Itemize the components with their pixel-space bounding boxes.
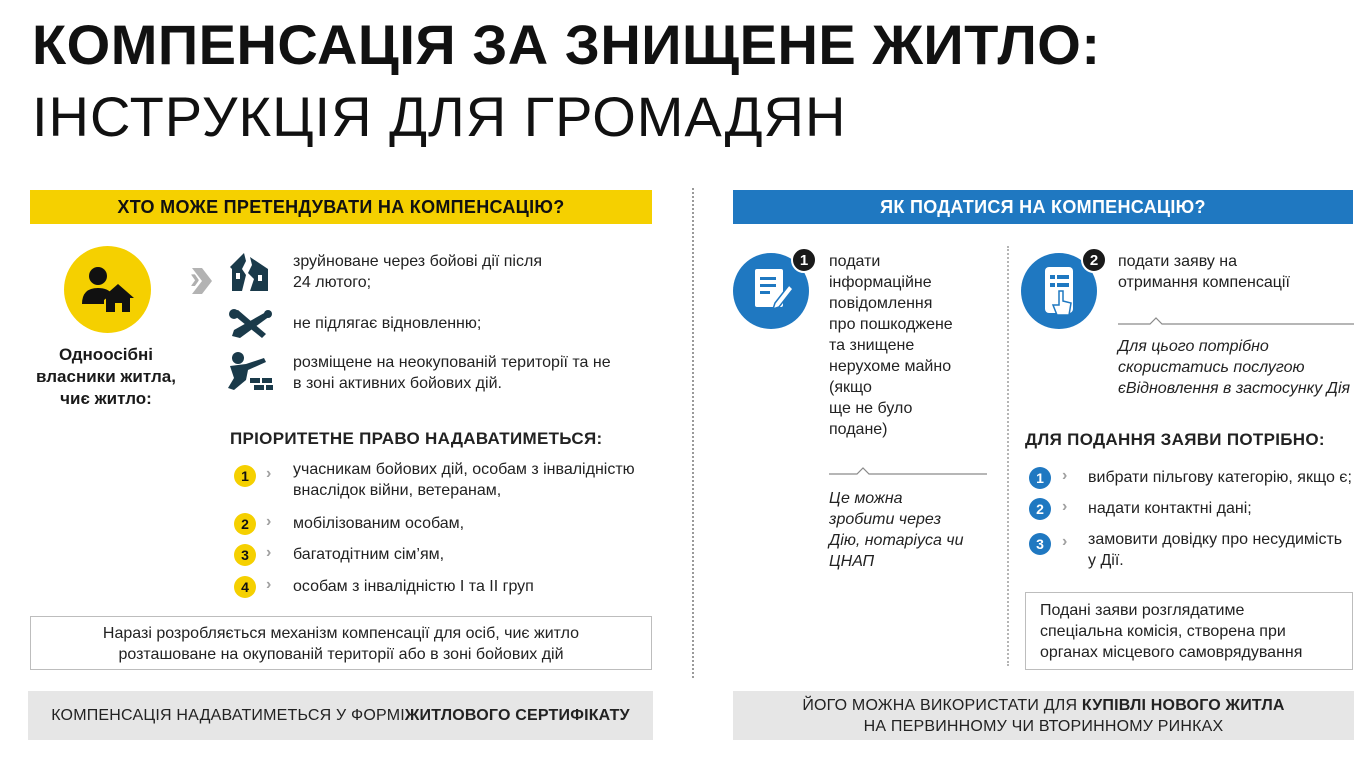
owner-label: Одноосібні власники житла, чиє житло: bbox=[36, 345, 176, 408]
priority-num-3: 3 bbox=[234, 544, 256, 566]
bottom-bar-left: КОМПЕНСАЦІЯ НАДАВАТИМЕТЬСЯ У ФОРМІ ЖИТЛОВОГО СЕРТИФІКАТУ bbox=[28, 691, 653, 740]
priority-num-4: 4 bbox=[234, 576, 256, 598]
priority-item-4: особам з інвалідністю І та ІІ груп bbox=[293, 578, 534, 595]
step1-note: Це можна зробити через Дію, нотаріуса чи ЦНАП bbox=[829, 490, 964, 570]
bottom-bar-right: ЙОГО МОЖНА ВИКОРИСТАТИ ДЛЯ КУПІВЛІ НОВОГО ЖИТЛА НА ПЕРВИННОМУ ЧИ ВТОРИННОМУ РИНКАХ bbox=[733, 691, 1354, 740]
chevron-right-icon: › bbox=[190, 262, 200, 295]
chevron-right-icon: › bbox=[1062, 498, 1068, 515]
needs-num-3: 3 bbox=[1029, 533, 1051, 555]
needs-item-1: вибрати пільгову категорію, якщо є; bbox=[1088, 469, 1352, 486]
zigzag-separator bbox=[829, 464, 989, 478]
chevron-right-icon: › bbox=[266, 576, 272, 593]
step2-note: Для цього потрібно скористатись послугою єВідновлення в застосунку Дія bbox=[1118, 338, 1351, 397]
step-badge-1: 1 bbox=[791, 247, 817, 273]
needs-num-2: 2 bbox=[1029, 498, 1051, 520]
needs-title: ДЛЯ ПОДАННЯ ЗАЯВИ ПОТРІБНО: bbox=[1025, 430, 1325, 449]
chevron-arrow-icon bbox=[190, 266, 214, 296]
page-title-line1: КОМПЕНСАЦІЯ ЗА ЗНИЩЕНЕ ЖИТЛО: bbox=[32, 13, 1101, 76]
page-title-line2: ІНСТРУКЦІЯ ДЛЯ ГРОМАДЯН bbox=[32, 85, 847, 148]
needs-item-3: замовити довідку про несудимість у Дії. bbox=[1088, 531, 1343, 569]
chevron-right-icon: › bbox=[1062, 533, 1068, 550]
condition-not-restorable: не підлягає відновленню; bbox=[293, 315, 482, 332]
commission-note: Подані заяви розглядатиме спеціальна комісія, створена при органах місцевого самоврядування bbox=[1025, 592, 1353, 670]
zigzag-separator bbox=[1118, 314, 1356, 328]
occupied-note: Наразі розробляється механізм компенсації для осіб, чиє житло розташоване на окупованій території або в зоні бойових дій bbox=[30, 616, 652, 670]
section-header-how: ЯК ПОДАТИСЯ НА КОМПЕНСАЦІЮ? bbox=[733, 190, 1353, 224]
priority-item-2: мобілізованим особам, bbox=[293, 515, 465, 532]
condition-destroyed: зруйноване через бойові дії після 24 лютого; bbox=[293, 253, 542, 291]
section-header-who: ХТО МОЖЕ ПРЕТЕНДУВАТИ НА КОМПЕНСАЦІЮ? bbox=[30, 190, 652, 224]
chevron-right-icon: › bbox=[266, 544, 272, 561]
person-house-icon bbox=[64, 246, 151, 333]
chevron-right-icon: › bbox=[1062, 467, 1068, 484]
step-badge-2: 2 bbox=[1081, 247, 1107, 273]
priority-item-1: учасникам бойових дій, особам з інвалідністю внаслідок війни, ветеранам, bbox=[293, 461, 635, 499]
priority-item-3: багатодітним сім’ям, bbox=[293, 546, 445, 563]
priority-title: ПРІОРИТЕТНЕ ПРАВО НАДАВАТИМЕТЬСЯ: bbox=[230, 429, 603, 448]
condition-location: розміщене на неокупованій території та не в зоні активних бойових дій. bbox=[293, 354, 611, 392]
step2-text: подати заяву на отримання компенсації bbox=[1118, 253, 1290, 291]
soldier-icon bbox=[224, 350, 274, 392]
needs-num-1: 1 bbox=[1029, 467, 1051, 489]
chevron-right-icon: › bbox=[266, 465, 272, 482]
broken-tools-icon bbox=[226, 308, 274, 340]
destroyed-building-icon bbox=[228, 249, 272, 293]
step-divider bbox=[1007, 246, 1009, 666]
priority-num-1: 1 bbox=[234, 465, 256, 487]
step1-text: подати інформаційне повідомлення про пошкоджене та знищене нерухоме майно (якщо ще не було подане) bbox=[829, 253, 953, 438]
priority-num-2: 2 bbox=[234, 513, 256, 535]
needs-item-2: надати контактні дані; bbox=[1088, 500, 1252, 517]
chevron-right-icon: › bbox=[266, 513, 272, 530]
column-divider bbox=[692, 188, 694, 678]
